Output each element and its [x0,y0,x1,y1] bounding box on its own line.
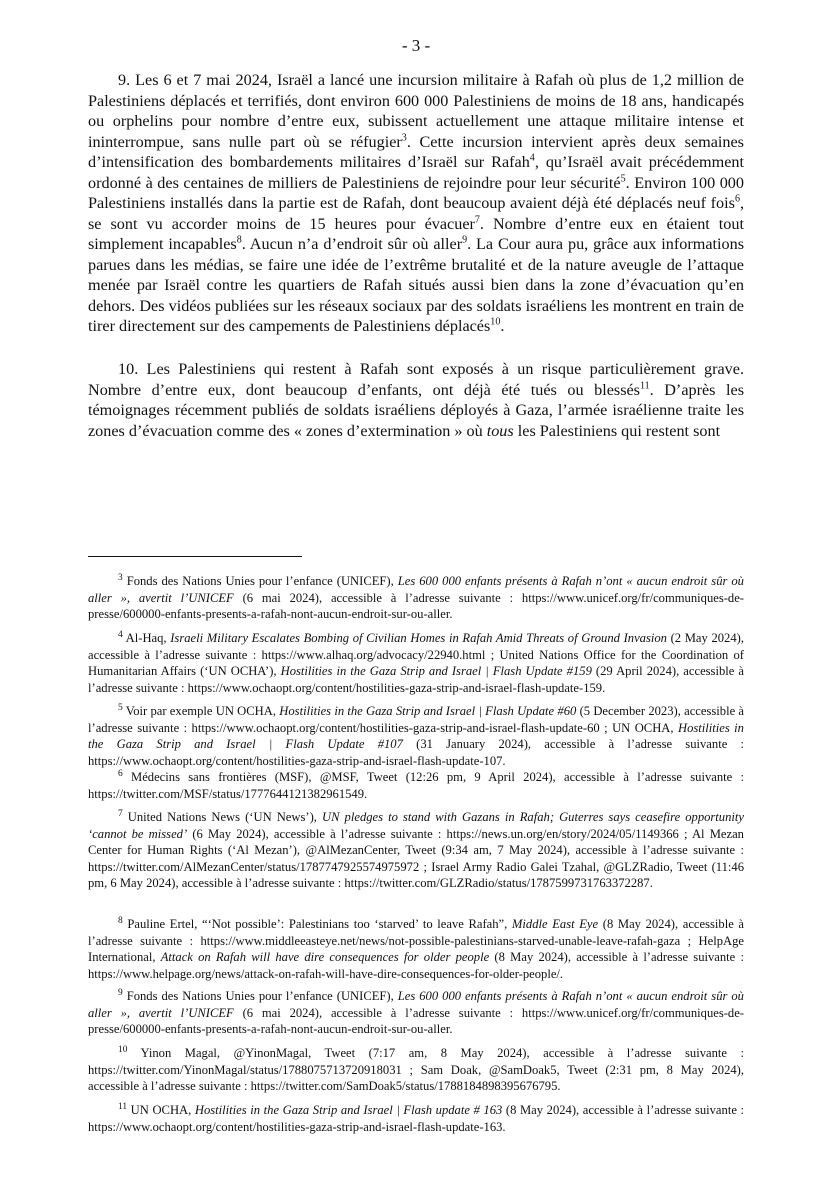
footnote-text: Fonds des Nations Unies pour l’enfance (UNICEF), [122,574,398,588]
p9-text: , se sont vu accorder moins de 15 heures pour évacuer [88,194,744,233]
footnote-text: United Nations News (‘UN News’), [122,810,322,824]
footnote-8 [88,916,744,982]
footnote-text: (29 April 2024), accessible à l’adresse suivante : https://www.ochaopt.org/content/hostilities-gaza-strip-and-israel-flash-update-159. [88,664,744,695]
footnote-text: (8 May 2024), accessible à l’adresse suivante : https://www.ochaopt.org/content/hostilities-gaza-strip-and-israel-flash-update-163. [88,1103,744,1134]
footnote-ref-6[interactable]: 6 [734,193,740,205]
p10-text: les Palestiniens qui restent sont [513,421,721,440]
p10-text: . D’après les témoignages récemment publiés de soldats israéliens déployés à Gaza, l’armée israélienne traite les zones d’évacuation comme des « zones d’extermination » où [88,380,745,440]
footnote-9 [88,988,744,1038]
footnote-ref-4[interactable]: 4 [529,152,535,164]
footnote-number: 9 [118,987,123,998]
footnote-text: (6 mai 2024), accessible à l’adresse suivante : https://www.unicef.org/fr/communiques-de-presse/600000-enfants-presents-a-rafah-nont-aucun-endroit-sur-ou-aller. [88,1005,745,1037]
p9-text: , qu’Israël avait précédemment ordonné à des centaines de milliers de Palestiniens de rejoindre pour leur sécurité [88,153,744,192]
footnote-number: 6 [118,768,123,779]
p9-text: . Aucun n’a d’endroit sûr où aller [241,235,463,253]
footnote-number: 4 [118,629,123,640]
footnote-title: Hostilities in the Gaza Strip and Israel | Flash update # 163 [194,1103,503,1117]
footnote-text: Fonds des Nations Unies pour l’enfance (UNICEF), [122,989,398,1003]
footnote-ref-3[interactable]: 3 [401,132,407,144]
p9-text: . Nombre d’entre eux en étaient tout simplement incapables [88,214,744,253]
footnote-4 [88,630,744,696]
footnote-text: (2 May 2024), accessible à l’adresse suivante : https://www.alhaq.org/advocacy/22940.html ; United Nations Office for the Coordination of Humanitarian Affairs (‘UN OCHA’), [88,631,744,679]
footnote-title: Hostilities in the Gaza Strip and Israel | Flash Update #60 [279,704,577,718]
footnote-ref-11[interactable]: 11 [639,380,650,392]
footnote-number: 10 [118,1044,128,1055]
footnote-separator [88,556,302,557]
footnote-number: 3 [118,572,123,583]
footnote-title: Middle East Eye [511,917,599,931]
footnote-text: Médecins sans frontières (MSF), @MSF, Tweet (12:26 pm, 9 April 2024), accessible à l’adresse suivante : https://twitter.com/MSF/status/1777644121382961549. [88,770,744,801]
footnote-ref-7[interactable]: 7 [474,214,480,226]
footnote-text: (6 May 2024), accessible à l’adresse suivante : https://news.un.org/en/story/2024/05/1149366 ; Al Mezan Center for Human Rights (‘Al Mezan’), @AlMezanCenter, Tweet (9:34 am, 7 May 2024), accessible à l’adresse suivante : https://twitter.com/AlMezanCenter/status/1787747925574975972 ; Israel Army Radio Galei Tzahal, @GLZRadio, Tweet (11:46 pm, 6 May 2024), accessible à l’adresse suivante : https://twitter.com/GLZRadio/status/1787599731763372287. [88,826,744,891]
footnote-title: UN pledges to stand with Gazans in Rafah; Guterres says ceasefire opportunity ‘cannot be missed’ [88,810,744,841]
p10-text: 10. Les Palestiniens qui restent à Rafah sont exposés à un risque particulièrement grave. Nombre d’entre eux, dont beaucoup d’enfants, ont déjà été tués ou blessés [88,360,744,399]
footnote-3 [88,573,744,623]
footnote-text: (6 mai 2024), accessible à l’adresse suivante : https://www.unicef.org/fr/communiques-de-presse/600000-enfants-presents-a-rafah-nont-aucun-endroit-sur-ou-aller. [88,590,745,622]
footnote-title: Les 600 000 enfants présents à Rafah n’ont « aucun endroit sûr où aller », avertit l’UNICEF [88,989,744,1020]
footnote-title: Hostilities in the Gaza Strip and Israel | Flash Update #159 [280,664,592,679]
paragraph-9 [88,70,744,337]
footnote-7 [88,809,744,892]
footnote-text: Pauline Ertel, “‘Not possible’: Palestinians too ‘starved’ to leave Rafah”, [122,917,512,931]
footnote-text: Yinon Magal, @YinonMagal, Tweet (7:17 am, 8 May 2024), accessible à l’adresse suivante : https://twitter.com/YinonMagal/status/1788075713720918031 ; Sam Doak, @SamDoak5, Tweet (2:31 pm, 8 May 2024), accessible à l’adresse suivante : https://twitter.com/SamDoak5/status/1788184898395676795. [88,1046,744,1094]
footnote-title: Attack on Rafah will have dire consequences for older people [160,950,490,965]
footnote-ref-9[interactable]: 9 [462,234,468,246]
footnote-6 [88,769,744,802]
paragraph-10 [88,359,744,441]
footnote-text: Voir par exemple UN OCHA, [122,704,280,718]
p9-text: . [500,317,505,335]
footnote-title: Israeli Military Escalates Bombing of Civilian Homes in Rafah Amid Threats of Ground Invasion [170,631,667,645]
footnote-number: 5 [118,702,123,713]
footnote-title: Les 600 000 enfants présents à Rafah n’ont « aucun endroit sûr où aller », avertit l’UNICEF [88,574,744,605]
footnote-text: (8 May 2024), accessible à l’adresse suivante : https://www.helpage.org/news/attack-on-rafah-will-have-dire-consequences-for-older-people/. [88,950,744,981]
p9-text: 9. Les 6 et 7 mai 2024, Israël a lancé une incursion militaire à Rafah où plus de 1,2 million de Palestiniens déplacés et terrifiés, dont environ 600 000 Palestiniens de moins de 18 ans, handicapés ou orphelins pour nombre d’entre eux, subissent actuellement une attaque militaire intense et ininterrompue, sans nulle part où se réfugier [88,71,744,151]
p10-emphasis: tous [486,421,514,440]
footnote-text: (31 January 2024), accessible à l’adresse suivante : https://www.ochaopt.org/content/hostilities-gaza-strip-and-israel-flash-update-107. [88,737,744,768]
footnote-text: (8 May 2024), accessible à l’adresse suivante : https://www.middleeasteye.net/news/not-possible-palestinians-starved-unable-leave-rafah-gaza ; HelpAge International, [88,917,745,965]
footnote-ref-8[interactable]: 8 [236,234,242,246]
footnote-text: UN OCHA, [127,1103,195,1117]
page-number: - 3 - [401,36,431,55]
footnote-number: 11 [118,1101,128,1112]
footnote-ref-5[interactable]: 5 [620,173,626,185]
footnote-11 [88,1102,744,1135]
footnote-5 [88,703,744,769]
footnote-number: 8 [118,915,123,926]
p9-text: . Cette incursion intervient après deux semaines d’intensification des bombardements militaires d’Israël sur Rafah [88,132,744,171]
footnote-title: Hostilities in the Gaza Strip and Israel | Flash Update #107 [88,720,744,752]
footnote-text: Al-Haq, [122,631,171,645]
p9-text: . Environ 100 000 Palestiniens installés dans la partie est de Rafah, dont beaucoup avaient déjà été déplacés neuf fois [88,173,744,212]
p9-text: . La Cour aura pu, grâce aux informations parues dans les médias, se faire une idée de l’extrême brutalité et de la nature aveugle de l’attaque menée par Israël contre les quartiers de Rafah situés aussi bien dans la zone d’évacuation qu’en dehors. Des vidéos publiées sur les réseaux sociaux par des soldats israéliens les montrent en train de tirer directement sur des campements de Palestiniens déplacés [88,235,744,335]
footnote-number: 7 [118,808,123,819]
footnote-text: (5 December 2023), accessible à l’adresse suivante : https://www.ochaopt.org/content/hostilities-gaza-strip-and-israel-flash-update-60 ; UN OCHA, [88,704,745,735]
footnote-ref-10[interactable]: 10 [490,316,501,328]
footnote-10 [88,1045,744,1095]
